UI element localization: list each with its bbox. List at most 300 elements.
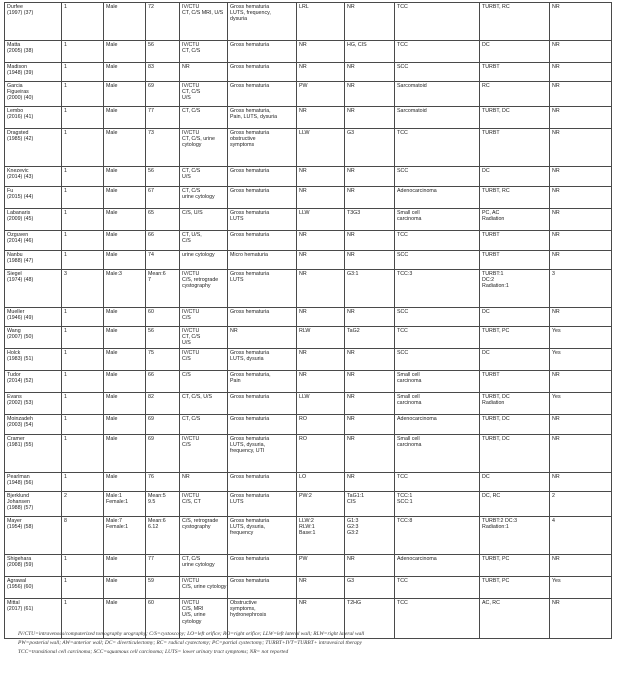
table-row [5,270,612,308]
cell-recurrence: NR [550,251,612,270]
cell-location: NR [297,187,345,209]
cell-study: Nanbu (1988) (47) [5,251,62,270]
cell-study: Wang (2007) (50) [5,327,62,349]
cell-study: Cramer (1981) (55) [5,435,62,473]
cell-imaging: IV/CTU CT, C/S U/S [180,82,228,107]
cell-grade: NR [345,415,395,435]
table-row [5,371,612,393]
cell-study: Matta (2005) (38) [5,41,62,63]
cell-grade: G3:1 [345,270,395,308]
cell-treatment: TURBT, PC [480,577,550,599]
cell-histology: TCC [395,41,480,63]
cell-histology: TCC:1 SCC:1 [395,492,480,517]
cell-grade: NR [345,308,395,327]
cell-histology: SCC [395,349,480,371]
cell-grade: NR [345,82,395,107]
cell-symptoms: Gross hematuria [228,473,297,492]
cell-grade: G3 [345,577,395,599]
cell-symptoms: Gross hematuria LUTS, dysuria [228,349,297,371]
cell-gender: Male [104,599,146,639]
cell-gender: Male [104,251,146,270]
cell-histology: SCC [395,167,480,187]
cell-gender: Male [104,308,146,327]
table-row [5,209,612,231]
cell-imaging: CT, C/S U/S [180,167,228,187]
cell-histology: TCC:8 [395,517,480,555]
cell-treatment: TURBT, DC [480,107,550,129]
cell-gender: Male [104,129,146,167]
cell-gender: Male [104,107,146,129]
cell-recurrence: NR [550,41,612,63]
cell-histology: TCC [395,3,480,41]
cell-age: 74 [146,251,180,270]
cell-imaging: urine cytology [180,251,228,270]
cell-imaging: CT, C/S urine cytology [180,187,228,209]
cell-treatment: TURBT [480,231,550,251]
cell-gender: Male [104,167,146,187]
cell-treatment: TURBT [480,371,550,393]
cell-recurrence: 2 [550,492,612,517]
cell-cases: 1 [62,327,104,349]
cell-location: RLW [297,327,345,349]
footnote-line: TCC=transitional cell carcinoma; SCC=squamous cell carcinoma; LUTS= lower urinary tract symptoms; NR= not reported [18,649,289,655]
cell-study: Agrawal (1956) (60) [5,577,62,599]
cell-gender: Male [104,82,146,107]
cell-treatment: DC [480,308,550,327]
cell-location: RO [297,415,345,435]
cell-recurrence: NR [550,107,612,129]
cell-location: PW:2 [297,492,345,517]
cell-grade: NR [345,251,395,270]
cell-grade: NR [345,107,395,129]
cell-symptoms: Gross hematuria [228,63,297,82]
table-row [5,327,612,349]
cell-treatment: TURBT [480,129,550,167]
cell-histology: Small cell carcinoma [395,435,480,473]
cell-gender: Male:1 Female:1 [104,492,146,517]
cell-symptoms: Micro hematuria [228,251,297,270]
cell-study: Moinzadeh (2003) (54) [5,415,62,435]
table-row [5,41,612,63]
cell-cases: 1 [62,349,104,371]
cell-imaging: CT, C/S [180,415,228,435]
table-row [5,82,612,107]
cell-cases: 1 [62,308,104,327]
cell-imaging: CT, C/S urine cytology [180,555,228,577]
cell-symptoms: Gross hematuria [228,41,297,63]
cell-symptoms: Gross hematuria LUTS, dysuria, frequency [228,517,297,555]
cell-recurrence: NR [550,231,612,251]
cell-age: Mean:5 9.5 [146,492,180,517]
cell-symptoms: Gross hematuria, Pain [228,371,297,393]
cell-recurrence: NR [550,415,612,435]
table-row [5,415,612,435]
table-row [5,517,612,555]
cell-recurrence: Yes [550,327,612,349]
cell-study: Durfee (1997) (37) [5,3,62,41]
cell-cases: 1 [62,599,104,639]
cell-symptoms: NR [228,327,297,349]
cell-treatment: TURBT [480,251,550,270]
cell-recurrence: NR [550,3,612,41]
studies-table [4,2,612,639]
table-row [5,492,612,517]
cell-location: LLW:2 RLW:1 Base:1 [297,517,345,555]
cell-grade: G3 [345,129,395,167]
cell-age: Mean:6 7 [146,270,180,308]
cell-study: Mueller (1946) (49) [5,308,62,327]
cell-study: Garcia Figueiras (2000) (40) [5,82,62,107]
cell-cases: 1 [62,435,104,473]
cell-gender: Male [104,371,146,393]
cell-imaging: C/S, retrograde cystography [180,517,228,555]
cell-grade: NR [345,473,395,492]
cell-imaging: IV/CTU CT, C/S MRI, U/S [180,3,228,41]
cell-age: 73 [146,129,180,167]
cell-histology: Adenocarcinoma [395,555,480,577]
cell-recurrence: Yes [550,577,612,599]
cell-symptoms: Gross hematuria LUTS, frequency, dysuria [228,3,297,41]
cell-recurrence: NR [550,187,612,209]
cell-recurrence: NR [550,435,612,473]
cell-treatment: TURBT:1 DC:2 Radiation:1 [480,270,550,308]
cell-grade: NR [345,231,395,251]
cell-location: LO [297,473,345,492]
cell-symptoms: Gross hematuria [228,393,297,415]
cell-grade: NR [345,435,395,473]
cell-treatment: TURBT, RC [480,187,550,209]
cell-location: LLW [297,209,345,231]
cell-recurrence: NR [550,473,612,492]
cell-gender: Male [104,63,146,82]
cell-age: 69 [146,415,180,435]
cell-histology: TCC:3 [395,270,480,308]
cell-location: PW [297,555,345,577]
cell-age: 77 [146,107,180,129]
cell-symptoms: Gross hematuria [228,82,297,107]
cell-study: Mayer (1954) (58) [5,517,62,555]
cell-gender: Male [104,577,146,599]
cell-cases: 3 [62,270,104,308]
table-row [5,435,612,473]
cell-symptoms: Gross hematuria obstructive symptoms [228,129,297,167]
cell-histology: SCC [395,63,480,82]
table-row [5,555,612,577]
cell-age: 72 [146,3,180,41]
cell-recurrence: NR [550,82,612,107]
cell-histology: Sarcomatoid [395,82,480,107]
cell-recurrence: NR [550,63,612,82]
cell-histology: TCC [395,129,480,167]
cell-histology: SCC [395,251,480,270]
cell-gender: Male [104,327,146,349]
cell-age: 56 [146,41,180,63]
cell-cases: 1 [62,3,104,41]
cell-recurrence: NR [550,167,612,187]
cell-cases: 1 [62,41,104,63]
footnote-line: PW=posterial wall; AW=anterior wall; DC= diverticulectomy; RC= radical cystectomy; PC=partial cystectomy; TURBT+IVT=TURBT+ intravesical therapy [18,640,362,646]
cell-study: Mittal (2017) (61) [5,599,62,639]
cell-imaging: IV/CTU C/S [180,308,228,327]
cell-study: Labanaris (2009) (45) [5,209,62,231]
cell-recurrence: Yes [550,393,612,415]
table-footnote [18,630,603,657]
cell-cases: 8 [62,517,104,555]
table-row [5,577,612,599]
cell-histology: TCC [395,231,480,251]
cell-grade: TaG2 [345,327,395,349]
cell-cases: 1 [62,577,104,599]
cell-symptoms: Gross hematuria [228,415,297,435]
cell-symptoms: Gross hematuria, Pain, LUTS, dysuria [228,107,297,129]
cell-study: Siegel (1974) (48) [5,270,62,308]
cell-imaging: C/S [180,371,228,393]
cell-location: LLW [297,393,345,415]
cell-age: 69 [146,82,180,107]
cell-location: NR [297,308,345,327]
cell-histology: TCC [395,327,480,349]
cell-study: Madison (1948) (39) [5,63,62,82]
cell-location: RO [297,435,345,473]
cell-study: Pearlman (1948) (56) [5,473,62,492]
cell-imaging: IV/CTU CT, C/S [180,41,228,63]
cell-gender: Male [104,415,146,435]
cell-recurrence: NR [550,555,612,577]
table-row [5,63,612,82]
cell-imaging: CT, C/S [180,107,228,129]
cell-grade: NR [345,371,395,393]
cell-imaging: IV/CTU C/S, MRI U/S, urine cytology [180,599,228,639]
cell-cases: 1 [62,473,104,492]
cell-location: NR [297,41,345,63]
table-body [5,3,612,639]
cell-imaging: CT, U/S, C/S [180,231,228,251]
table-row [5,473,612,492]
cell-cases: 1 [62,107,104,129]
cell-study: Ozguven (2014) (46) [5,231,62,251]
cell-treatment: DC [480,167,550,187]
cell-symptoms: Gross hematuria [228,577,297,599]
table-row [5,107,612,129]
cell-symptoms: Gross hematuria [228,555,297,577]
cell-grade: HG, CIS [345,41,395,63]
cell-treatment: AC, RC [480,599,550,639]
cell-symptoms: Gross hematuria [228,308,297,327]
cell-age: 66 [146,371,180,393]
cell-symptoms: Gross hematuria [228,167,297,187]
cell-grade: NR [345,393,395,415]
cell-histology: Small cell carcinoma [395,371,480,393]
cell-recurrence: 3 [550,270,612,308]
table-row [5,129,612,167]
cell-treatment: TURBT, DC [480,415,550,435]
cell-age: 56 [146,167,180,187]
cell-study: Holck (1983) (51) [5,349,62,371]
cell-location: NR [297,231,345,251]
table-row [5,167,612,187]
cell-location: NR [297,270,345,308]
cell-imaging: IV/CTU C/S [180,435,228,473]
cell-treatment: DC [480,41,550,63]
cell-symptoms: Obstructive symptoms, hydronephrosis [228,599,297,639]
cell-treatment: TURBT, PC [480,327,550,349]
cell-study: Shigehara (2008) (59) [5,555,62,577]
cell-study: Dragsted (1985) (42) [5,129,62,167]
cell-recurrence: NR [550,599,612,639]
cell-gender: Male [104,393,146,415]
cell-cases: 1 [62,231,104,251]
cell-imaging: IV/CTU C/S, CT [180,492,228,517]
cell-symptoms: Gross hematuria [228,187,297,209]
cell-gender: Male [104,555,146,577]
cell-grade: NR [345,63,395,82]
cell-histology: SCC [395,308,480,327]
cell-cases: 1 [62,393,104,415]
cell-age: 69 [146,435,180,473]
cell-location: NR [297,251,345,270]
cell-age: 66 [146,231,180,251]
cell-gender: Male [104,209,146,231]
cell-location: PW [297,82,345,107]
cell-symptoms: Gross hematuria LUTS [228,492,297,517]
cell-histology: Adenocarcinoma [395,187,480,209]
cell-histology: Small cell carcinoma [395,209,480,231]
cell-imaging: IV/CTU C/S [180,349,228,371]
cell-age: 56 [146,327,180,349]
cell-cases: 1 [62,187,104,209]
table-row [5,349,612,371]
cell-recurrence: NR [550,308,612,327]
cell-histology: Small cell carcinoma [395,393,480,415]
table-row [5,187,612,209]
cell-cases: 1 [62,209,104,231]
cell-histology: Adenocarcinoma [395,415,480,435]
cell-histology: TCC [395,577,480,599]
cell-age: 77 [146,555,180,577]
cell-cases: 1 [62,129,104,167]
cell-grade: NR [345,187,395,209]
cell-gender: Male [104,187,146,209]
cell-imaging: NR [180,63,228,82]
cell-grade: NR [345,349,395,371]
cell-recurrence: NR [550,129,612,167]
cell-treatment: TURBT [480,63,550,82]
cell-cases: 2 [62,492,104,517]
cell-cases: 1 [62,63,104,82]
cell-gender: Male [104,473,146,492]
cell-cases: 1 [62,251,104,270]
cell-gender: Male [104,3,146,41]
cell-grade: NR [345,167,395,187]
cell-gender: Male [104,41,146,63]
cell-symptoms: Gross hematuria [228,231,297,251]
table-row [5,251,612,270]
cell-age: 65 [146,209,180,231]
cell-age: 83 [146,63,180,82]
cell-treatment: DC [480,473,550,492]
cell-gender: Male [104,435,146,473]
cell-location: LRL [297,3,345,41]
table-row [5,3,612,41]
cell-age: 76 [146,473,180,492]
cell-imaging: IV/CTU C/S, retrograde cystography [180,270,228,308]
cell-age: 59 [146,577,180,599]
cell-treatment: RC [480,82,550,107]
cell-cases: 1 [62,371,104,393]
cell-grade: T2HG [345,599,395,639]
cell-imaging: NR [180,473,228,492]
cell-age: 60 [146,308,180,327]
cell-age: 75 [146,349,180,371]
cell-location: NR [297,577,345,599]
cell-age: Mean:6 6.12 [146,517,180,555]
cell-histology: Sarcomatoid [395,107,480,129]
cell-histology: TCC [395,473,480,492]
cell-location: NR [297,371,345,393]
cell-treatment: TURBT, PC [480,555,550,577]
cell-study: Knezevic (2014) (43) [5,167,62,187]
cell-cases: 1 [62,167,104,187]
cell-grade: NR [345,3,395,41]
cell-treatment: TURBT, RC [480,3,550,41]
cell-cases: 1 [62,82,104,107]
cell-location: NR [297,107,345,129]
cell-location: NR [297,63,345,82]
cell-age: 60 [146,599,180,639]
cell-recurrence: 4 [550,517,612,555]
cell-imaging: IV/CTU CT, C/S, urine cytology [180,129,228,167]
cell-gender: Male [104,231,146,251]
cell-histology: TCC [395,599,480,639]
footnote-line: IV/CTU=intravenous/computerized tomography urography; C/S=cystoscopy; LO=left orifice; RO=right orifice; LLW=left lateral wall; RLW=right lateral wall [18,631,365,637]
cell-recurrence: NR [550,209,612,231]
cell-study: Fu (2015) (44) [5,187,62,209]
cell-imaging: C/S, U/S [180,209,228,231]
cell-study: Tudor (2014) (52) [5,371,62,393]
cell-treatment: TURBT, DC Radiation [480,393,550,415]
cell-location: NR [297,599,345,639]
cell-grade: TaG1:1 CIS [345,492,395,517]
cell-recurrence: Yes [550,349,612,371]
cell-gender: Male:3 [104,270,146,308]
cell-imaging: IV/CTU C/S, urine cytology [180,577,228,599]
cell-imaging: CT, C/S, U/S [180,393,228,415]
cell-treatment: TURBT:2 DC:3 Radiation:1 [480,517,550,555]
cell-location: LLW [297,129,345,167]
cell-location: NR [297,167,345,187]
table-row [5,231,612,251]
cell-age: 82 [146,393,180,415]
cell-study: Lembo (2016) (41) [5,107,62,129]
cell-grade: T3G3 [345,209,395,231]
cell-imaging: IV/CTU CT, C/S U/S [180,327,228,349]
cell-treatment: DC [480,349,550,371]
table-row [5,308,612,327]
cell-location: NR [297,349,345,371]
cell-grade: G1:3 G2:3 G3:2 [345,517,395,555]
cell-symptoms: Gross hematuria LUTS, dysuria, frequency, UTI [228,435,297,473]
cell-study: Evans (2002) (53) [5,393,62,415]
cell-treatment: DC, RC [480,492,550,517]
cell-cases: 1 [62,415,104,435]
cell-symptoms: Gross hematuria LUTS [228,209,297,231]
cell-age: 67 [146,187,180,209]
cell-treatment: PC, AC Radiation [480,209,550,231]
cell-gender: Male [104,349,146,371]
table-row [5,393,612,415]
cell-cases: 1 [62,555,104,577]
cell-treatment: TURBT, DC [480,435,550,473]
